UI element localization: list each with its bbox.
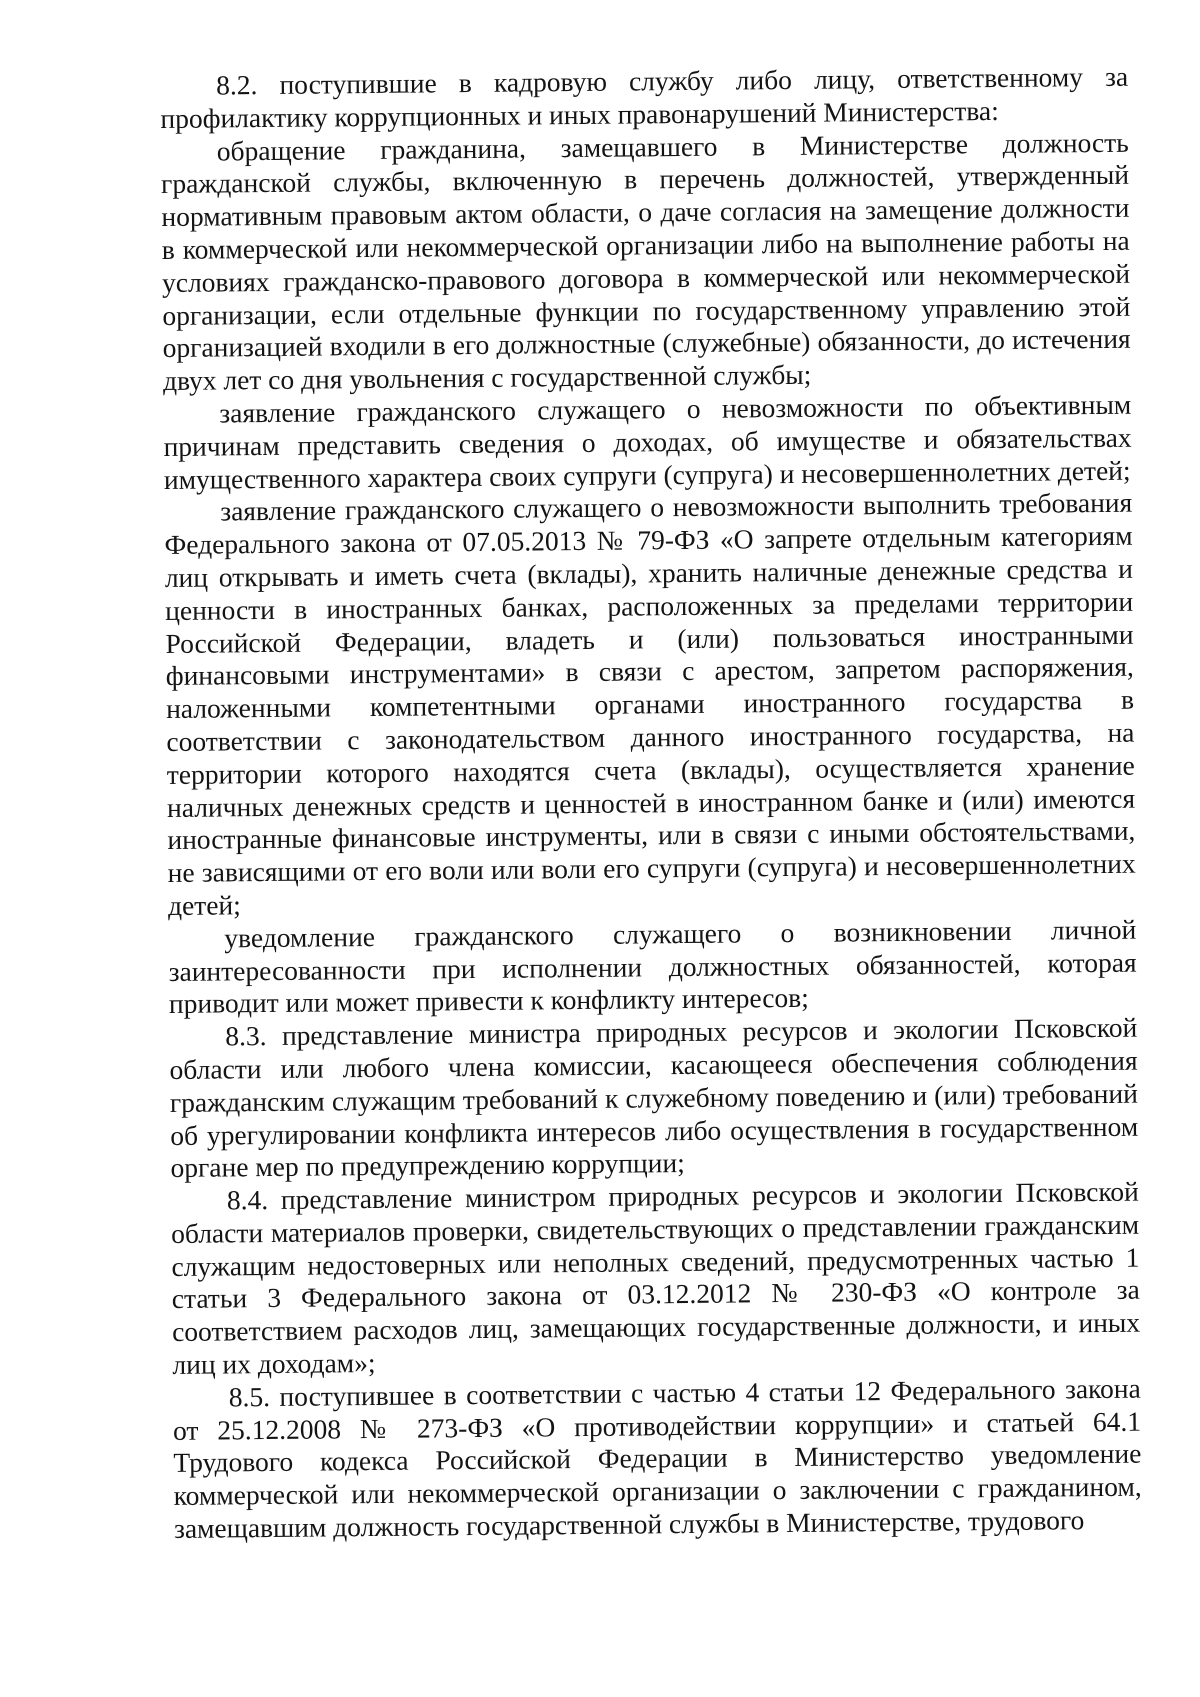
paragraph-8-3: 8.3. представление министра природных ресурсов и экологии Псковской области или любого члена комиссии, касающееся обеспечения соблюдения гражданским служащим требований к служебному поведению и (или) требований об урегулировании конфликта интересов либо осуществления в государственном органе мер по предупреждению коррупции; <box>169 1011 1139 1184</box>
paragraph-8-4: 8.4. представление министром природных ресурсов и экологии Псковской области материалов проверки, свидетельствующих о представлении гражданским служащим недостоверных или неполных сведений, предусмотренных частью 1 статьи 3 Федерального закона от 03.12.2012 № 230-ФЗ «О контроле за соответствием расходов лиц, замещающих государственные должности, и иных лиц их доходам»; <box>171 1175 1141 1381</box>
document-page <box>160 61 1143 1670</box>
paragraph-statement-income: заявление гражданского служащего о невозможности по объективным причинам представить сведения о доходах, об имуществе и обязательствах имущественного характера своих супруги (супруга) и несовершеннолетних детей; <box>163 388 1132 495</box>
paragraph-appeal: обращение гражданина, замещавшего в Министерстве должность гражданской службы, включенную в перечень должностей, утвержденный нормативным правовым актом области, о даче согласия на замещение должности в коммерческой или некоммерческой организации либо на выполнение работы на условиях гражданско-правового договора в коммерческой или некоммерческой организации, если отдельные функции по государственному управлению этой организацией входили в его должностные (служебные) обязанности, до истечения двух лет со дня увольнения с государственной службы; <box>160 126 1131 397</box>
paragraph-statement-foreign-accounts: заявление гражданского служащего о невозможности выполнить требования Федерального закона от 07.05.2013 № 79-ФЗ «О запрете отдельным категориям лиц открывать и иметь счета (вклады), хранить наличные денежные средства и ценности в иностранных банках, расположенных за пределами территории Российской Федерации, владеть и (или) пользоваться иностранными финансовыми инструментами» в связи с арестом, запретом распоряжения, наложенными компетентными органами иностранного государства в соответствии с законодательством данного иностранного государства, на территории которого находятся счета (вклады), осуществляется хранение наличных денежных средств и ценностей в иностранном банке и (или) имеются иностранные финансовые инструменты, или в связи с иными обстоятельствами, не зависящими от его воли или воли его супруги (супруга) и несовершеннолетних детей; <box>164 487 1136 921</box>
paragraph-8-2: 8.2. поступившие в кадровую службу либо лицу, ответственному за профилактику коррупционных и иных правонарушений Министерства: <box>160 60 1129 134</box>
paragraph-notification-conflict: уведомление гражданского служащего о возникновении личной заинтересованности при исполнении должностных обязанностей, которая приводит или может привести к конфликту интересов; <box>168 913 1137 1020</box>
paragraph-8-5: 8.5. поступившее в соответствии с частью 4 статьи 12 Федерального закона от 25.12.2008 № 273-ФЗ «О противодействии коррупции» и статьей 64.1 Трудового кодекса Российской Федерации в Министерство уведомление коммерческой или некоммерческой организации о заключении с гражданином, замещавшим должность государственной службы в Министерстве, трудового <box>172 1372 1142 1544</box>
